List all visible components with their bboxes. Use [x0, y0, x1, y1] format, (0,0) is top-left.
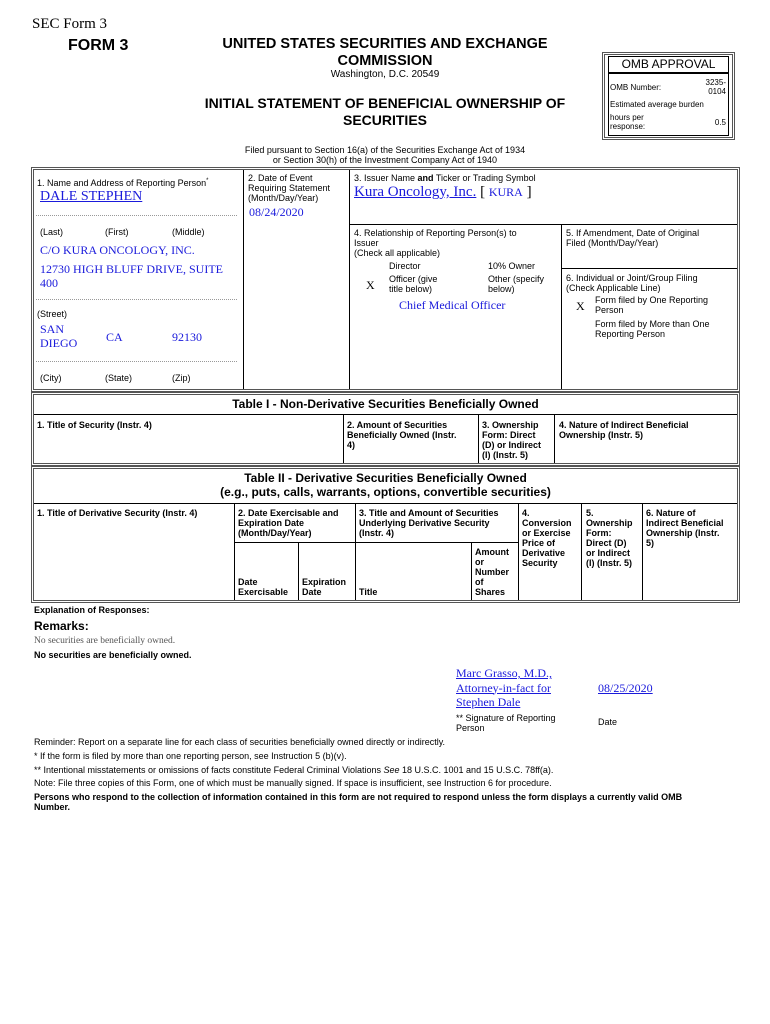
table-1-col-amount-2: Beneficially Owned (Instr. [347, 430, 457, 440]
box2-label-1: 2. Date of Event [248, 173, 313, 183]
box2-label-2: Requiring Statement [248, 183, 331, 193]
officer-option [389, 274, 437, 294]
table-2-col-date-exercisable-2: Exercisable [238, 587, 289, 597]
address-line-3: 400 [40, 276, 58, 290]
officer-title: Chief Medical Officer [399, 298, 506, 312]
box1-label-text: 1. Name and Address of Reporting Person [37, 178, 207, 188]
one-person-option-2: Person [595, 305, 624, 315]
explanation-heading: Explanation of Responses: [34, 605, 150, 615]
first-label: (First) [105, 227, 129, 237]
city-label: (City) [40, 373, 62, 383]
form-number: FORM 3 [68, 37, 129, 54]
footnote-misstatements-see: See [383, 765, 400, 775]
table-2-col-title: 1. Title of Derivative Security (Instr. 4) [37, 508, 198, 518]
table-2-col-dates [238, 508, 339, 538]
table-1-col-ownership-1: 3. Ownership [482, 420, 539, 430]
table-2-col-ownership-form-2: Ownership [586, 518, 633, 528]
table-2-col-conversion-4: Price of [522, 538, 556, 548]
table-2-col-nature [646, 508, 724, 548]
table-1-col-title: 1. Title of Security (Instr. 4) [37, 420, 152, 430]
middle-label: (Middle) [172, 227, 205, 237]
table-2-col-dates-1: 2. Date Exercisable and [238, 508, 339, 518]
table-2-col-date-exercisable-1: Date [238, 577, 258, 587]
table-2-col-conversion-6: Security [522, 558, 558, 568]
omb-disclaimer-2: Number. [34, 802, 71, 812]
table-2-col-amount-shares-1: Amount [475, 547, 509, 557]
table-2-col-amount-shares [475, 547, 509, 597]
footnote-copies: Note: File three copies of this Form, one of which must be manually signed. If space is insufficient, see Instruction 6 for procedure. [34, 778, 552, 788]
table-2-col-nature-2: Indirect Beneficial [646, 518, 724, 528]
box6-label [566, 273, 698, 293]
box3-label-c: Ticker or Trading Symbol [433, 173, 536, 183]
table-1-col-ownership-4: (I) (Instr. 5) [482, 450, 529, 460]
table-2-col-underlying-3: (Instr. 4) [359, 528, 395, 538]
multiple-persons-option-2: Reporting Person [595, 329, 666, 339]
box4-label-2: Issuer [354, 238, 379, 248]
table-2-col-amount-shares-2: or [475, 557, 484, 567]
footnote-misstatements-a: ** Intentional misstatements or omissions of facts constitute Federal Criminal Violations [34, 765, 384, 775]
omb-number-value [694, 78, 726, 96]
omb-approval-title: OMB APPROVAL [608, 56, 729, 73]
ticker-symbol: KURA [488, 185, 523, 199]
table-2-col-nature-4: 5) [646, 538, 655, 548]
table-1-col-ownership-3: (D) or Indirect [482, 440, 542, 450]
address-line-2: 12730 HIGH BLUFF DRIVE, SUITE [40, 262, 223, 276]
remarks-text-bold: No securities are beneficially owned. [34, 650, 192, 660]
table-2-title [31, 471, 740, 499]
omb-number-value-1: 3235- [705, 78, 726, 87]
table-2-col-conversion-3: or Exercise [522, 528, 571, 538]
date-label: Date [598, 717, 618, 727]
form-title-line-1: INITIAL STATEMENT OF BENEFICIAL OWNERSHIP OF [204, 95, 566, 111]
filed-pursuant [180, 145, 590, 165]
box3-label-a: 3. Issuer Name [354, 173, 418, 183]
city-value [40, 322, 77, 350]
table-1-col-ownership [482, 420, 541, 460]
table-2-col-expiration-date-2: Date [302, 587, 322, 597]
director-option: Director [389, 261, 421, 271]
table-2-title-1: Table II - Derivative Securities Beneficially Owned [244, 471, 527, 485]
zip-value: 92130 [172, 330, 202, 344]
table-2-title-2: (e.g., puts, calls, warrants, options, convertible securities) [220, 485, 551, 499]
issuer-line [354, 183, 532, 201]
table-2-col-ownership-form-1: 5. [586, 508, 594, 518]
street-label: (Street) [37, 309, 68, 319]
signature-date: 08/25/2020 [598, 681, 653, 695]
box6-label-1: 6. Individual or Joint/Group Filing [566, 273, 698, 283]
one-person-option-1: Form filed by One Reporting [595, 295, 709, 305]
omb-number-label: OMB Number: [610, 83, 662, 92]
table-2-col-amount-shares-3: Number [475, 567, 510, 577]
table-2-col-expiration-date [302, 577, 346, 597]
issuer-name[interactable]: Kura Oncology, Inc. [354, 184, 477, 200]
omb-hours-label-2: response: [610, 122, 646, 131]
box5-label-2: Filed (Month/Day/Year) [566, 238, 659, 248]
table-1-col-ownership-2: Form: Direct [482, 430, 536, 440]
table-2-col-underlying-2: Underlying Derivative Security [359, 518, 490, 528]
signature-line-1: Marc Grasso, M.D., [456, 666, 552, 680]
box2-label-3: (Month/Day/Year) [248, 193, 319, 203]
omb-disclaimer-1: Persons who respond to the collection of information contained in this form are not required to respond unless the form displays a currently valid OMB [34, 792, 683, 802]
agency-line-1: UNITED STATES SECURITIES AND EXCHANGE [222, 36, 548, 52]
box1-asterisk: * [206, 178, 209, 184]
box3-label-b: and [417, 173, 434, 183]
reminder-note: Reminder: Report on a separate line for each class of securities beneficially owned directly or indirectly. [34, 737, 446, 747]
event-date: 08/24/2020 [249, 205, 304, 219]
multiple-persons-option-1: Form filed by More than One [595, 319, 710, 329]
other-option [488, 274, 544, 294]
omb-number-value-2: 0104 [708, 87, 726, 96]
address-line-1: C/O KURA ONCOLOGY, INC. [40, 243, 195, 257]
officer-option-2: title below) [389, 284, 433, 294]
city-value-2: DIEGO [40, 336, 78, 350]
footnote-multiple-persons: * If the form is filed by more than one reporting person, see Instruction 5 (b)(v). [34, 751, 347, 761]
sec-form-label: SEC Form 3 [32, 16, 108, 32]
omb-disclaimer [34, 792, 738, 812]
remarks-heading: Remarks: [34, 619, 89, 633]
table-2-col-dates-3: (Month/Day/Year) [238, 528, 312, 538]
multiple-persons-option [595, 319, 710, 339]
omb-hours-value: 0.5 [714, 118, 726, 127]
officer-option-1: Officer (give [389, 274, 438, 284]
table-1-col-nature [559, 420, 689, 440]
one-person-checkmark: X [576, 299, 585, 313]
box4-label-1: 4. Relationship of Reporting Person(s) to [354, 228, 517, 238]
ticker-bracket-close: ] [526, 184, 532, 200]
table-2-col-ownership-form-3: Form: [586, 528, 612, 538]
filed-pursuant-line-2: or Section 30(h) of the Investment Company Act of 1940 [272, 155, 498, 165]
table-2-col-conversion [522, 508, 572, 568]
state-label: (State) [105, 373, 133, 383]
agency-city: Washington, D.C. 20549 [330, 69, 440, 80]
city-value-1: SAN [40, 322, 65, 336]
table-2-col-expiration-date-1: Expiration [302, 577, 347, 587]
remarks-text: No securities are beneficially owned. [34, 636, 176, 646]
table-2-col-date-exercisable [238, 577, 288, 597]
table-2-col-ownership-form [586, 508, 633, 568]
table-1-col-amount [347, 420, 457, 450]
signature-label [456, 713, 556, 733]
ticker-bracket-open: [ [480, 184, 486, 200]
table-2-col-underlying [359, 508, 499, 538]
signature[interactable] [456, 666, 552, 710]
box1-label [37, 176, 208, 188]
agency-line-2: COMMISSION [337, 53, 433, 69]
omb-hours-label [610, 113, 645, 131]
officer-checkmark: X [366, 278, 375, 292]
table-2-col-underlying-1: 3. Title and Amount of Securities [359, 508, 499, 518]
zip-label: (Zip) [172, 373, 191, 383]
table-2-col-dates-2: Expiration Date [238, 518, 305, 528]
table-2-col-amount-shares-4: of [475, 577, 484, 587]
table-2-col-nature-3: Ownership (Instr. [646, 528, 720, 538]
table-2-col-conversion-1: 4. [522, 508, 530, 518]
ten-percent-owner-option: 10% Owner [488, 261, 536, 271]
box5-label-1: 5. If Amendment, Date of Original [566, 228, 700, 238]
other-option-1: Other (specify [488, 274, 545, 284]
form-title [180, 95, 590, 129]
agency-title [180, 36, 590, 70]
footnote-misstatements-c: 18 U.S.C. 1001 and 15 U.S.C. 78ff(a). [399, 765, 554, 775]
box4-label [354, 228, 517, 258]
table-2-col-ownership-form-6: (I) (Instr. 5) [586, 558, 633, 568]
table-1-col-nature-1: 4. Nature of Indirect Beneficial [559, 420, 689, 430]
state-value: CA [106, 330, 123, 344]
reporting-person-name[interactable]: DALE STEPHEN [40, 189, 143, 204]
table-2-col-conversion-2: Conversion [522, 518, 572, 528]
table-2-col-conversion-5: Derivative [522, 548, 566, 558]
filed-pursuant-line-1: Filed pursuant to Section 16(a) of the Securities Exchange Act of 1934 [244, 145, 526, 155]
signature-label-1: ** Signature of Reporting [456, 713, 556, 723]
box2-label [248, 173, 330, 203]
box3-label [354, 173, 536, 183]
omb-hours-label-1: hours per [610, 113, 644, 122]
table-1-col-amount-1: 2. Amount of Securities [347, 420, 448, 430]
signature-label-2: Person [456, 723, 485, 733]
signature-line-3: Stephen Dale [456, 695, 521, 709]
table-1-col-nature-2: Ownership (Instr. 5) [559, 430, 644, 440]
table-2-col-ownership-form-5: or Indirect [586, 548, 631, 558]
table-2-col-underlying-title: Title [359, 587, 378, 597]
table-1-col-amount-3: 4) [347, 440, 356, 450]
table-1-title: Table I - Non-Derivative Securities Beneficially Owned [232, 397, 539, 411]
table-2-col-amount-shares-5: Shares [475, 587, 506, 597]
signature-line-2: Attorney-in-fact for [456, 680, 551, 695]
box5-label [566, 228, 699, 248]
box6-label-2: (Check Applicable Line) [566, 283, 661, 293]
footnote-misstatements [34, 765, 553, 775]
table-2-col-ownership-form-4: Direct (D) [586, 538, 627, 548]
omb-burden-label: Estimated average burden [610, 100, 704, 109]
last-label: (Last) [40, 227, 64, 237]
one-person-option [595, 295, 708, 315]
table-2-col-nature-1: 6. Nature of [646, 508, 696, 518]
other-option-2: below) [488, 284, 515, 294]
box4-label-3: (Check all applicable) [354, 248, 441, 258]
form-title-line-2: SECURITIES [342, 112, 427, 128]
